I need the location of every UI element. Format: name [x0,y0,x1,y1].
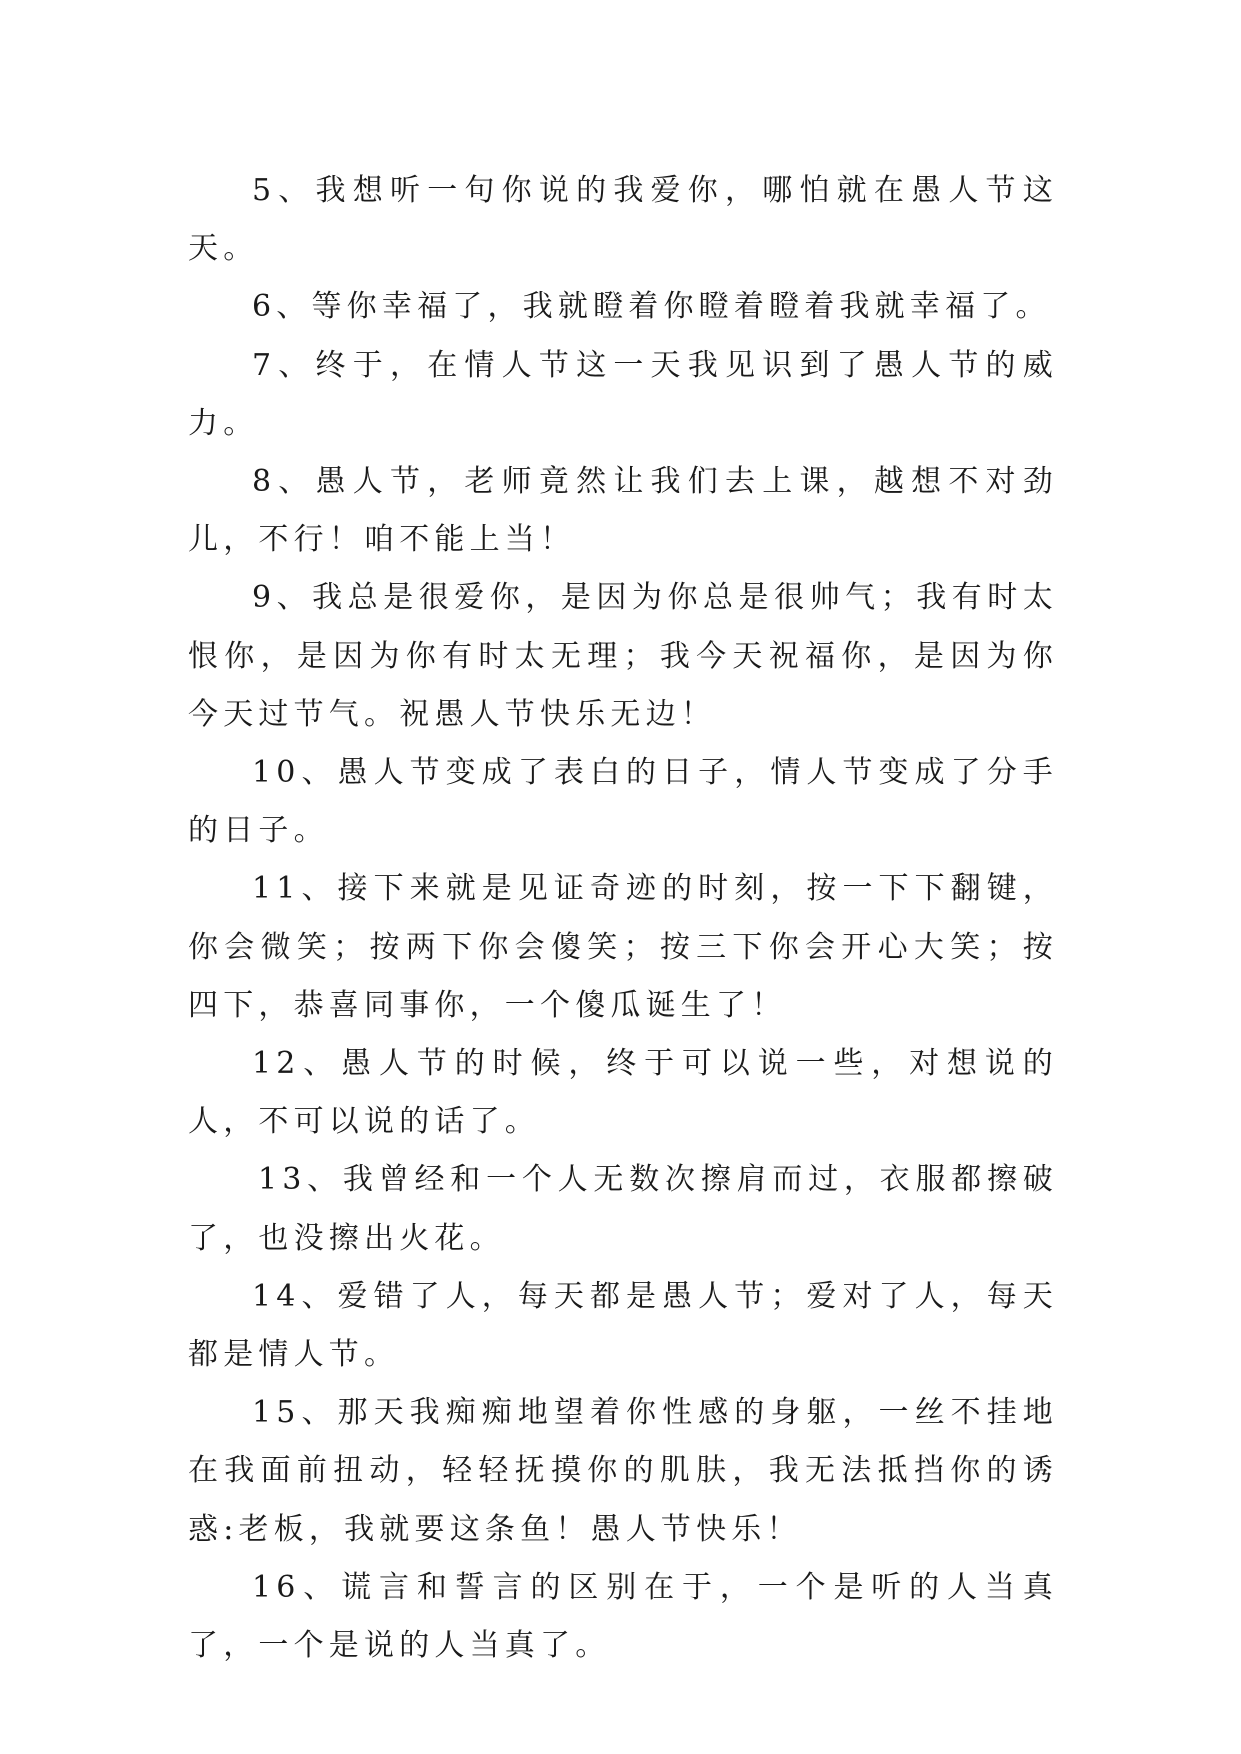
paragraph-7: 7、终于，在情人节这一天我见识到了愚人节的威力。 [188,347,1058,441]
paragraph-10: 10、愚人节变成了表白的日子，情人节变成了分手的日子。 [188,755,1058,849]
paragraph-16: 16、谎言和誓言的区别在于，一个是听的人当真了，一个是说的人当真了。 [188,1569,1058,1664]
paragraph-13: 13、我曾经和一个人无数次擦肩而过，衣服都擦破了，也没擦出火花。 [188,1162,1058,1256]
paragraph-5: 5、我想听一句你说的我爱你，哪怕就在愚人节这天。 [188,173,1058,267]
paragraph-12: 12、愚人节的时候，终于可以说一些，对想说的人，不可以说的话了。 [188,1046,1058,1140]
paragraph-9: 9、我总是很爱你，是因为你总是很帅气；我有时太恨你，是因为你有时太无理；我今天祝福你，是因为你今天过节气。祝愚人节快乐无边！ [188,580,1058,732]
paragraph-6: 6、等你幸福了，我就瞪着你瞪着瞪着我就幸福了。 [252,289,1051,325]
paragraph-15: 15、那天我痴痴地望着你性感的身躯，一丝不挂地在我面前扭动，轻轻抚摸你的肌肤，我无法抵挡你的诱惑:老板，我就要这条鱼！愚人节快乐！ [188,1395,1058,1547]
paragraph-8: 8、愚人节，老师竟然让我们去上课，越想不对劲儿，不行！咱不能上当！ [188,464,1058,558]
paragraph-14: 14、爱错了人，每天都是愚人节；爱对了人，每天都是情人节。 [188,1278,1058,1373]
paragraph-11: 11、接下来就是见证奇迹的时刻，按一下下翻键，你会微笑；按两下你会傻笑；按三下你会开心大笑；按四下，恭喜同事你，一个傻瓜诞生了！ [188,871,1058,1023]
document-body [188,162,1058,1675]
